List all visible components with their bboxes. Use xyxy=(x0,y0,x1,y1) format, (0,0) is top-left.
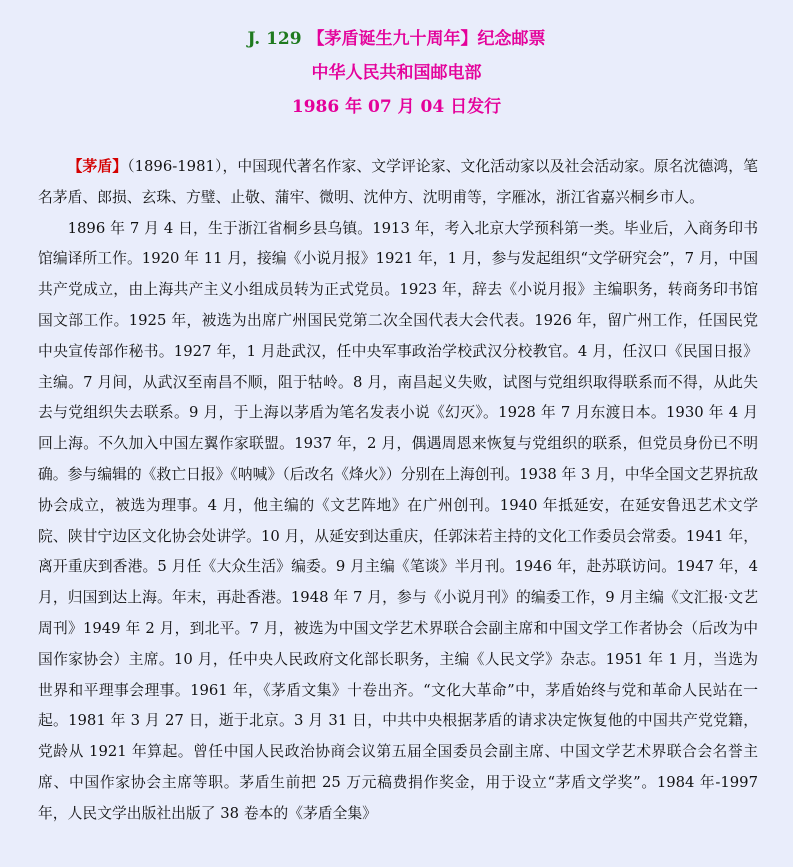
stamp-code: J. 129 xyxy=(247,29,302,49)
intro-paragraph xyxy=(38,152,758,214)
issue-date-heading: 1986 年 07 月 04 日发行 xyxy=(291,97,502,117)
name-tag: 【茅盾】 xyxy=(67,158,128,175)
article-body xyxy=(38,152,758,830)
intro-text: （1896-1981），中国现代著名作家、文学评论家、文化活动家以及社会活动家。原名沈德鸿，笔名茅盾、郎损、玄珠、方璧、止敬、蒲牢、微明、沈仲方、沈明甫等，字雁冰，浙江省嘉兴桐乡市人。 xyxy=(38,158,758,206)
stamp-title: 【茅盾诞生九十周年】纪念邮票 xyxy=(307,29,546,49)
stamp-heading xyxy=(0,22,793,56)
issuer-heading: 中华人民共和国邮电部 xyxy=(311,63,482,83)
biography-paragraph: 1896 年 7 月 4 日，生于浙江省桐乡县乌镇。1913 年，考入北京大学预科第一类。毕业后，入商务印书馆编译所工作。1920 年 11 月，接编《小说月报》1921 年，1 月，参与发起组织“文学研究会”，7 月，中国共产党成立，由上海共产主义小组成员转为正式党员。1923 年，辞去《小说月报》主编职务，转商务印书馆国文部工作。1925 年，被选为出席广州国民党第二次全国代表大会代表。1926 年，留广州工作，任国民党中央宣传部作秘书。1927 年，1 月赴武汉，任中央军事政治学校武汉分校教官。4 月，任汉口《民国日报》主编。7 月间，从武汉至南昌不顺，阻于牯岭。8 月，南昌起义失败，试图与党组织取得联系而不得，从此失去与党组织失去联系。9 月，于上海以茅盾为笔名发表小说《幻灭》。1928 年 7 月东渡日本。1930 年 4 月回上海。不久加入中国左翼作家联盟。1937 年，2 月，偶遇周恩来恢复与党组织的联系，但党员身份已不明确。参与编辑的《救亡日报》《呐喊》（后改名《烽火》）分别在上海创刊。1938 年 3 月，中华全国文艺界抗敌协会成立，被选为理事。4 月，他主编的《文艺阵地》在广州创刊。1940 年抵延安，在延安鲁迅艺术文学院、陕甘宁边区文化协会处讲学。10 月，从延安到达重庆，任郭沫若主持的文化工作委员会常委。1941 年，离开重庆到香港。5 月任《大众生活》编委。9 月主编《笔谈》半月刊。1946 年，赴苏联访问。1947 年，4 月，归国到达上海。年末，再赴香港。1948 年 7 月，参与《小说月刊》的编委工作，9 月主编《文汇报·文艺周刊》1949 年 2 月，到北平。7 月，被选为中国文学艺术界联合会副主席和中国文学工作者协会（后改为中国作家协会）主席。10 月，任中央人民政府文化部长职务，主编《人民文学》杂志。1951 年 1 月，当选为世界和平理事会理事。1961 年，《茅盾文集》十卷出齐。“文化大革命”中，茅盾始终与党和革命人民站在一起。1981 年 3 月 27 日，逝于北京。3 月 31 日，中共中央根据茅盾的请求决定恢复他的中国共产党党籍，党龄从 1921 年算起。曾任中国人民政治协商会议第五届全国委员会副主席、中国文学艺术界联合会名誉主席、中国作家协会主席等职。茅盾生前把 25 万元稿费捐作奖金，用于设立“茅盾文学奖”。1984 年-1997 年，人民文学出版社出版了 38 卷本的《茅盾全集》 xyxy=(38,219,758,822)
